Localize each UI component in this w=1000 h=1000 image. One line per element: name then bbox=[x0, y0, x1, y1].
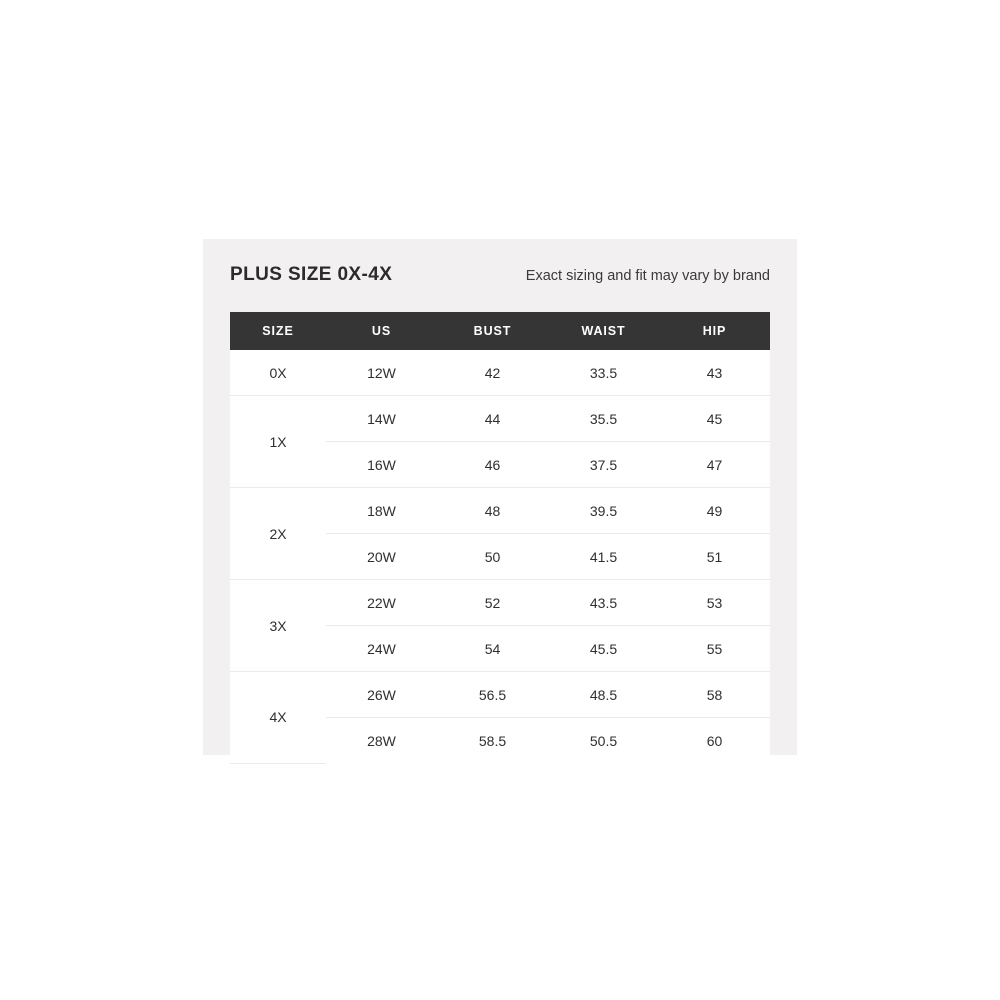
bust-cell: 42 bbox=[437, 350, 548, 396]
table-row bbox=[230, 396, 770, 442]
waist-cell: 50.5 bbox=[548, 718, 659, 764]
hip-cell: 53 bbox=[659, 580, 770, 626]
bust-cell: 52 bbox=[437, 580, 548, 626]
hip-cell: 49 bbox=[659, 488, 770, 534]
waist-cell: 48.5 bbox=[548, 672, 659, 718]
hip-cell: 47 bbox=[659, 442, 770, 488]
table-row bbox=[230, 350, 770, 396]
us-cell: 28W bbox=[326, 718, 437, 764]
size-label-cell: 3X bbox=[230, 580, 326, 672]
page-title: PLUS SIZE 0X-4X bbox=[230, 264, 393, 285]
table-body bbox=[230, 350, 770, 763]
bust-cell: 44 bbox=[437, 396, 548, 442]
table-row bbox=[230, 488, 770, 534]
hip-cell: 58 bbox=[659, 672, 770, 718]
table-row bbox=[230, 580, 770, 626]
us-cell: 12W bbox=[326, 350, 437, 396]
column-header-size: SIZE bbox=[230, 312, 326, 350]
size-label-cell: 2X bbox=[230, 488, 326, 580]
hip-cell: 60 bbox=[659, 718, 770, 764]
size-chart-content bbox=[230, 264, 770, 749]
us-cell: 14W bbox=[326, 396, 437, 442]
waist-cell: 45.5 bbox=[548, 626, 659, 672]
table-header-row bbox=[230, 312, 770, 350]
size-chart-header bbox=[230, 264, 770, 312]
bust-cell: 54 bbox=[437, 626, 548, 672]
bust-cell: 50 bbox=[437, 534, 548, 580]
us-cell: 26W bbox=[326, 672, 437, 718]
waist-cell: 39.5 bbox=[548, 488, 659, 534]
sizing-disclaimer: Exact sizing and fit may vary by brand bbox=[525, 268, 770, 284]
waist-cell: 35.5 bbox=[548, 396, 659, 442]
column-header-bust: BUST bbox=[437, 312, 548, 350]
hip-cell: 45 bbox=[659, 396, 770, 442]
us-cell: 16W bbox=[326, 442, 437, 488]
us-cell: 18W bbox=[326, 488, 437, 534]
bust-cell: 46 bbox=[437, 442, 548, 488]
table-row bbox=[230, 672, 770, 718]
bust-cell: 48 bbox=[437, 488, 548, 534]
size-label-cell: 0X bbox=[230, 350, 326, 396]
us-cell: 22W bbox=[326, 580, 437, 626]
column-header-waist: WAIST bbox=[548, 312, 659, 350]
column-header-us: US bbox=[326, 312, 437, 350]
waist-cell: 41.5 bbox=[548, 534, 659, 580]
waist-cell: 43.5 bbox=[548, 580, 659, 626]
hip-cell: 51 bbox=[659, 534, 770, 580]
waist-cell: 33.5 bbox=[548, 350, 659, 396]
size-label-cell: 1X bbox=[230, 396, 326, 488]
table-header bbox=[230, 312, 770, 350]
us-cell: 20W bbox=[326, 534, 437, 580]
bust-cell: 58.5 bbox=[437, 718, 548, 764]
size-label-cell: 4X bbox=[230, 672, 326, 764]
hip-cell: 43 bbox=[659, 350, 770, 396]
size-chart-panel bbox=[203, 239, 797, 755]
size-chart-table bbox=[230, 312, 770, 764]
hip-cell: 55 bbox=[659, 626, 770, 672]
column-header-hip: HIP bbox=[659, 312, 770, 350]
waist-cell: 37.5 bbox=[548, 442, 659, 488]
us-cell: 24W bbox=[326, 626, 437, 672]
bust-cell: 56.5 bbox=[437, 672, 548, 718]
